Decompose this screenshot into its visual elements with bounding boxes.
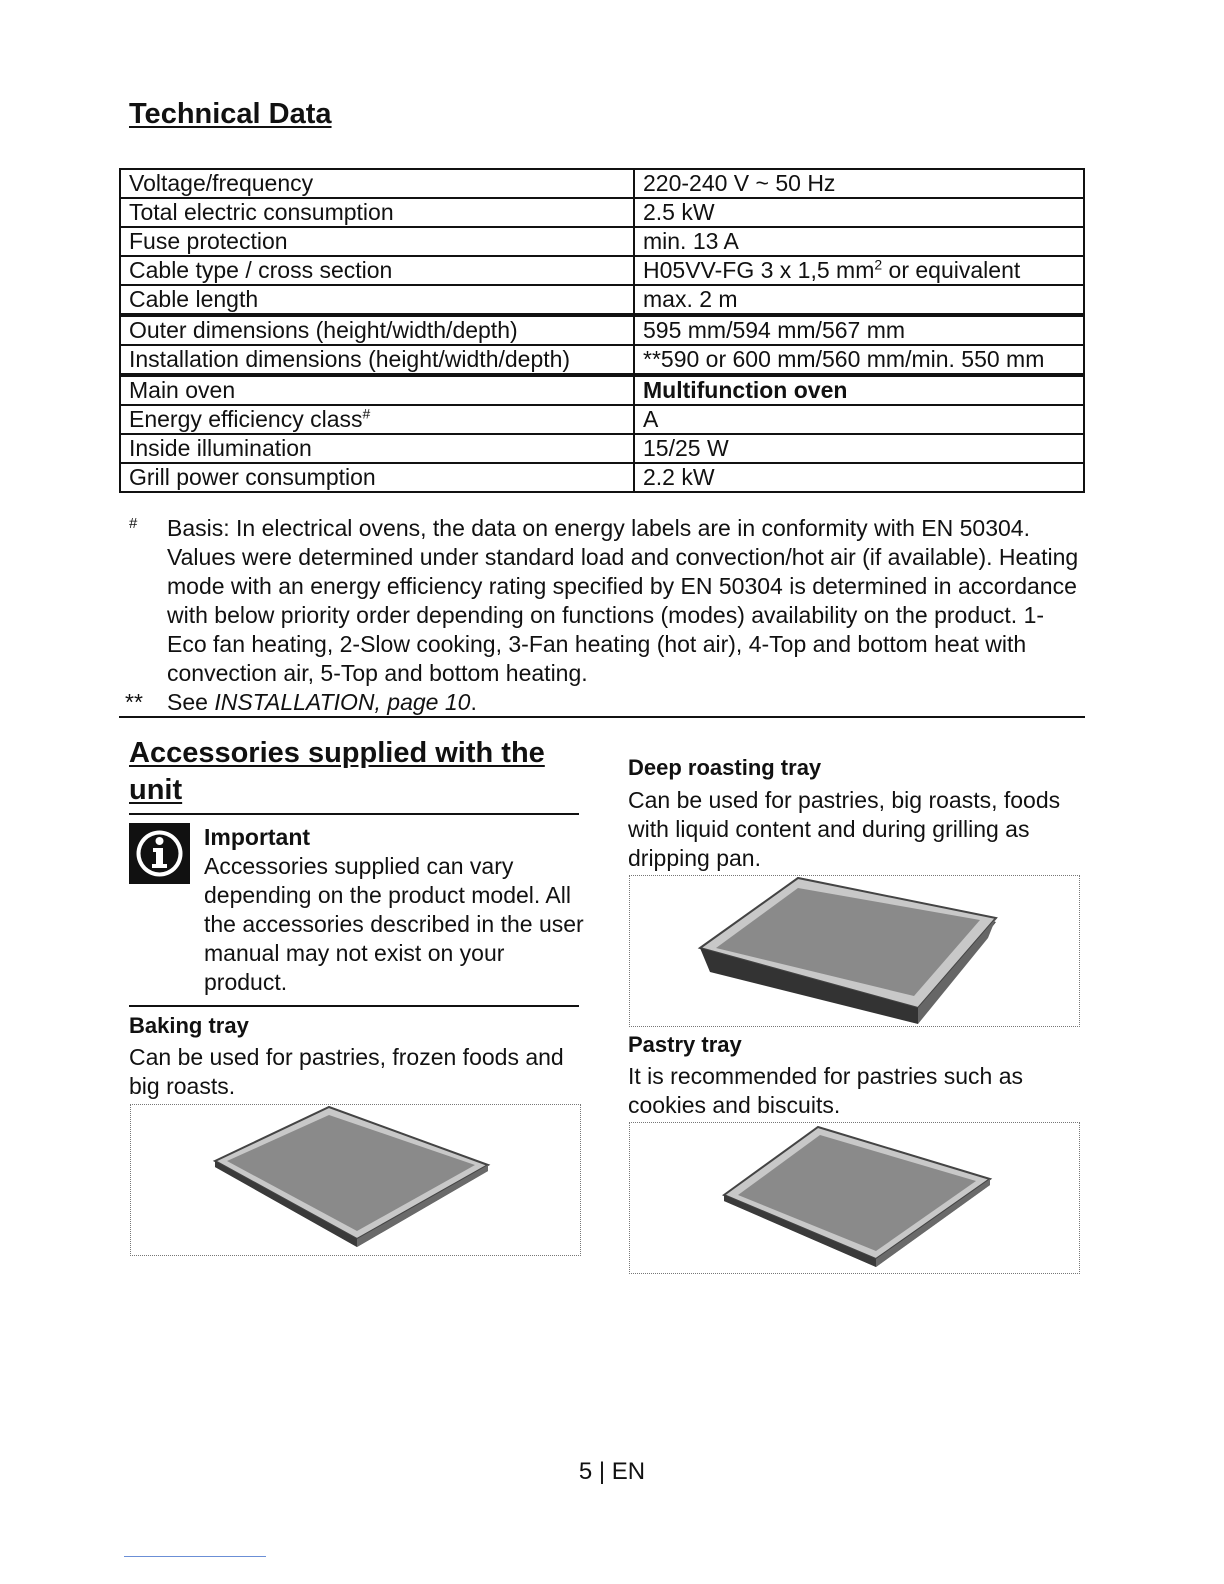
spec-value: 2.2 kW	[634, 463, 1084, 492]
footnotes	[125, 514, 1085, 717]
spec-label: Main oven	[120, 375, 634, 405]
spec-label	[120, 405, 634, 434]
table-row	[120, 285, 1084, 315]
footnote-star	[125, 688, 1085, 717]
footnote-mark: #	[129, 515, 138, 532]
deep-roasting-tray-title: Deep roasting tray	[628, 755, 822, 780]
baking-tray-text: Can be used for pastries, frozen foods and big roasts.	[129, 1044, 564, 1099]
bottom-rule	[124, 1556, 266, 1557]
value-text: or equivalent	[882, 257, 1021, 283]
deep-roasting-tray-text: Can be used for pastries, big roasts, foods with liquid content and during grilling as dripping pan.	[628, 787, 1061, 871]
spec-value: A	[634, 405, 1084, 434]
pastry-tray-image	[629, 1122, 1080, 1274]
spec-value: max. 2 m	[634, 285, 1084, 315]
table-row	[120, 198, 1084, 227]
baking-tray-title: Baking tray	[129, 1013, 249, 1038]
spec-label: Voltage/frequency	[120, 169, 634, 198]
table-row	[120, 315, 1084, 345]
spec-label: Cable length	[120, 285, 634, 315]
footnote-suffix: .	[470, 689, 477, 715]
spec-label: Outer dimensions (height/width/depth)	[120, 315, 634, 345]
spec-value: min. 13 A	[634, 227, 1084, 256]
spec-value: 595 mm/594 mm/567 mm	[634, 315, 1084, 345]
spec-value: 220-240 V ~ 50 Hz	[634, 169, 1084, 198]
pastry-tray-text: It is recommended for pastries such as cookies and biscuits.	[628, 1063, 1023, 1118]
footnote-text: Basis: In electrical ovens, the data on energy labels are in conformity with EN 50304. Values were determined under standard load and convection/hot air (if available). Heating mode with an energy efficiency rating specified by EN 50304 is determined in accordance with below priority order depending on functions (modes) availability on the product. 1- Eco fan heating, 2-Slow cooking, 3-Fan heating (hot air), 4-Top and bottom heat with convection air, 5-Top and bottom heating.	[167, 515, 1079, 686]
table-row	[120, 375, 1084, 405]
spec-value	[634, 256, 1084, 285]
spec-label: Fuse protection	[120, 227, 634, 256]
baking-tray-image	[130, 1104, 581, 1256]
cross-reference: INSTALLATION, page 10	[214, 689, 471, 715]
important-text: Accessories supplied can vary depending on the product model. All the accessories described in the user manual may not exist on your product.	[204, 853, 584, 995]
spec-label: Installation dimensions (height/width/depth)	[120, 345, 634, 375]
spec-label: Inside illumination	[120, 434, 634, 463]
important-note	[204, 823, 584, 997]
footnote-prefix: See	[167, 689, 215, 715]
spec-label: Cable type / cross section	[120, 256, 634, 285]
technical-data-table	[119, 168, 1085, 493]
page-title: Technical Data	[129, 98, 332, 130]
spec-value: Multifunction oven	[634, 375, 1084, 405]
table-row	[120, 169, 1084, 198]
table-row	[120, 256, 1084, 285]
label-text: Energy efficiency class	[129, 406, 363, 432]
important-top-rule	[129, 813, 579, 815]
footnote-text	[167, 688, 477, 717]
value-text: H05VV-FG 3 x 1,5 mm	[643, 257, 875, 283]
superscript: 2	[874, 256, 883, 273]
page-footer: 5 | EN	[578, 1458, 646, 1485]
info-icon	[129, 823, 190, 884]
spec-value: 2.5 kW	[634, 198, 1084, 227]
footnote-hash	[125, 514, 1085, 688]
pastry-tray-title: Pastry tray	[628, 1032, 742, 1057]
section-divider	[119, 716, 1085, 718]
table-row	[120, 434, 1084, 463]
table-row	[120, 227, 1084, 256]
superscript: #	[362, 405, 371, 422]
table-row	[120, 345, 1084, 375]
spec-label: Grill power consumption	[120, 463, 634, 492]
spec-value: 15/25 W	[634, 434, 1084, 463]
deep-roasting-tray-image	[629, 875, 1080, 1027]
table-row	[120, 463, 1084, 492]
spec-value: **590 or 600 mm/560 mm/min. 550 mm	[634, 345, 1084, 375]
important-title: Important	[204, 824, 311, 850]
accessories-heading: Accessories supplied with the unit	[129, 737, 545, 806]
footnote-mark: **	[125, 689, 143, 715]
important-bottom-rule	[129, 1005, 579, 1007]
spec-label: Total electric consumption	[120, 198, 634, 227]
table-row	[120, 405, 1084, 434]
